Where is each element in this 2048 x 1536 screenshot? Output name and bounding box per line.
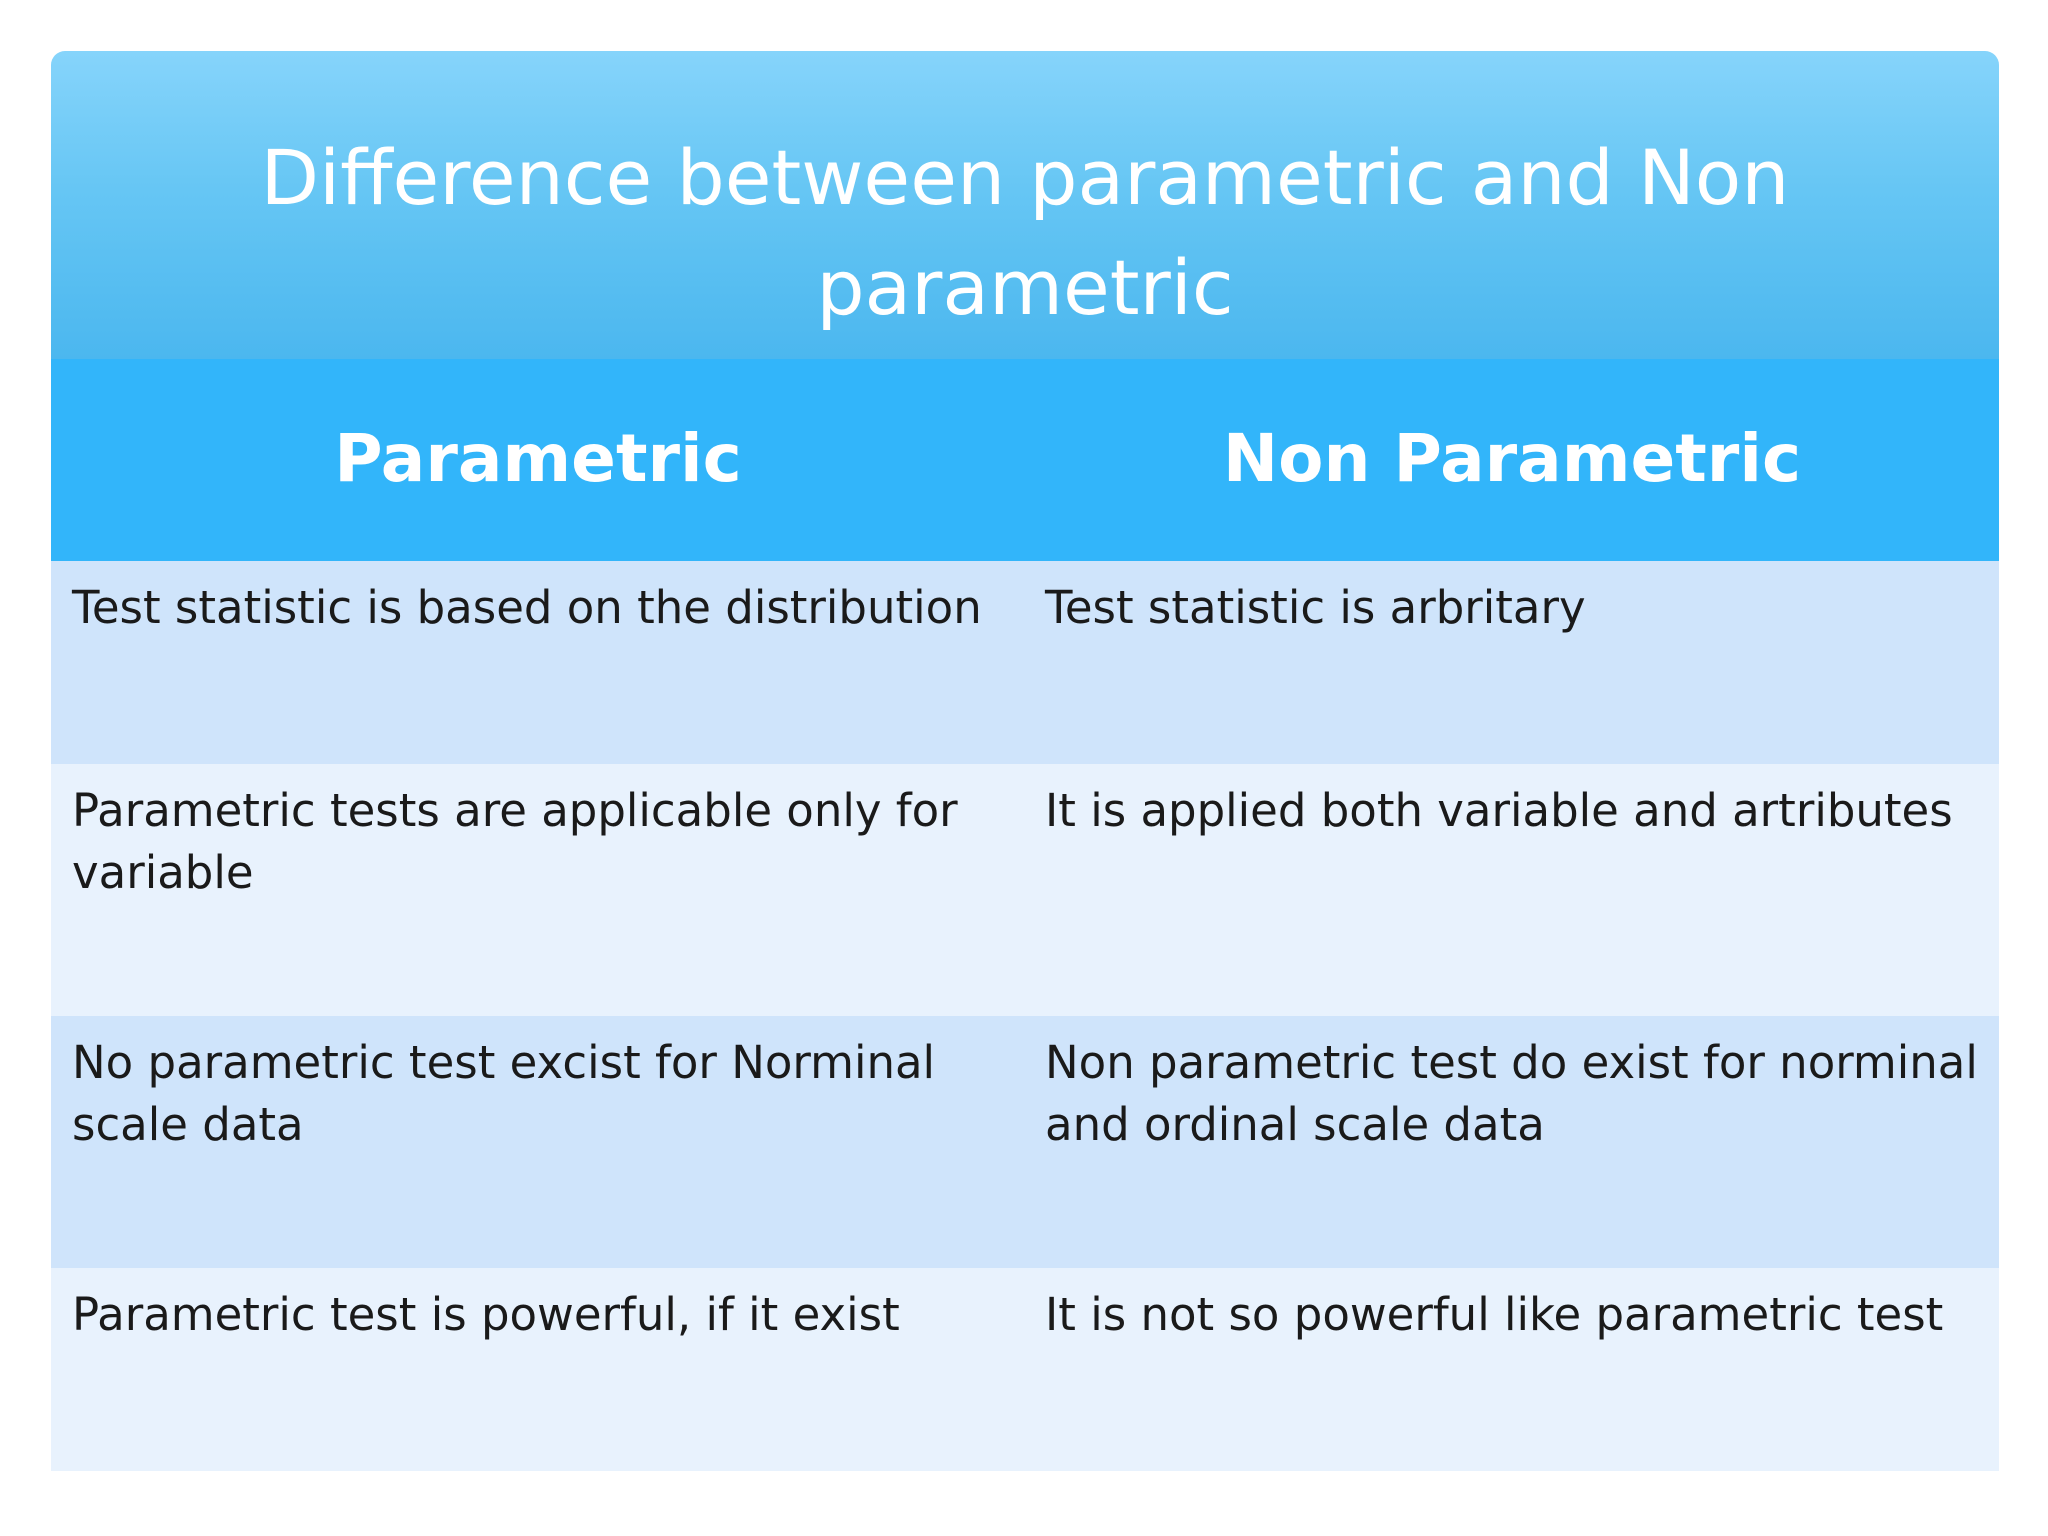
- column-header-parametric: Parametric: [334, 420, 742, 497]
- table-cell-non-parametric: Test statistic is arbritary: [1045, 581, 1586, 634]
- table-row: [51, 1268, 1999, 1471]
- table-cell-non-parametric: Non parametric test do exist for norminal and ordinal scale data: [1045, 1036, 1978, 1151]
- table-row: [51, 561, 1999, 764]
- table-header-row: [51, 359, 1999, 561]
- table-cell-parametric: No parametric test excist for Norminal scale data: [72, 1036, 936, 1151]
- table-cell-parametric: Parametric test is powerful, if it exist: [72, 1288, 900, 1341]
- table-row: [51, 764, 1999, 1016]
- column-header-non-parametric: Non Parametric: [1222, 420, 1802, 497]
- table-cell-parametric: Test statistic is based on the distribution: [72, 581, 982, 634]
- slide-title: Difference between parametric and Non parametric: [260, 133, 1790, 332]
- table-row: [51, 1016, 1999, 1268]
- table-cell-non-parametric: It is not so powerful like parametric test: [1045, 1288, 1944, 1341]
- table-cell-non-parametric: It is applied both variable and artributes: [1045, 784, 1953, 837]
- slide: [51, 51, 1999, 1471]
- table-cell-parametric: Parametric tests are applicable only for variable: [72, 784, 958, 899]
- title-band: [51, 51, 1999, 359]
